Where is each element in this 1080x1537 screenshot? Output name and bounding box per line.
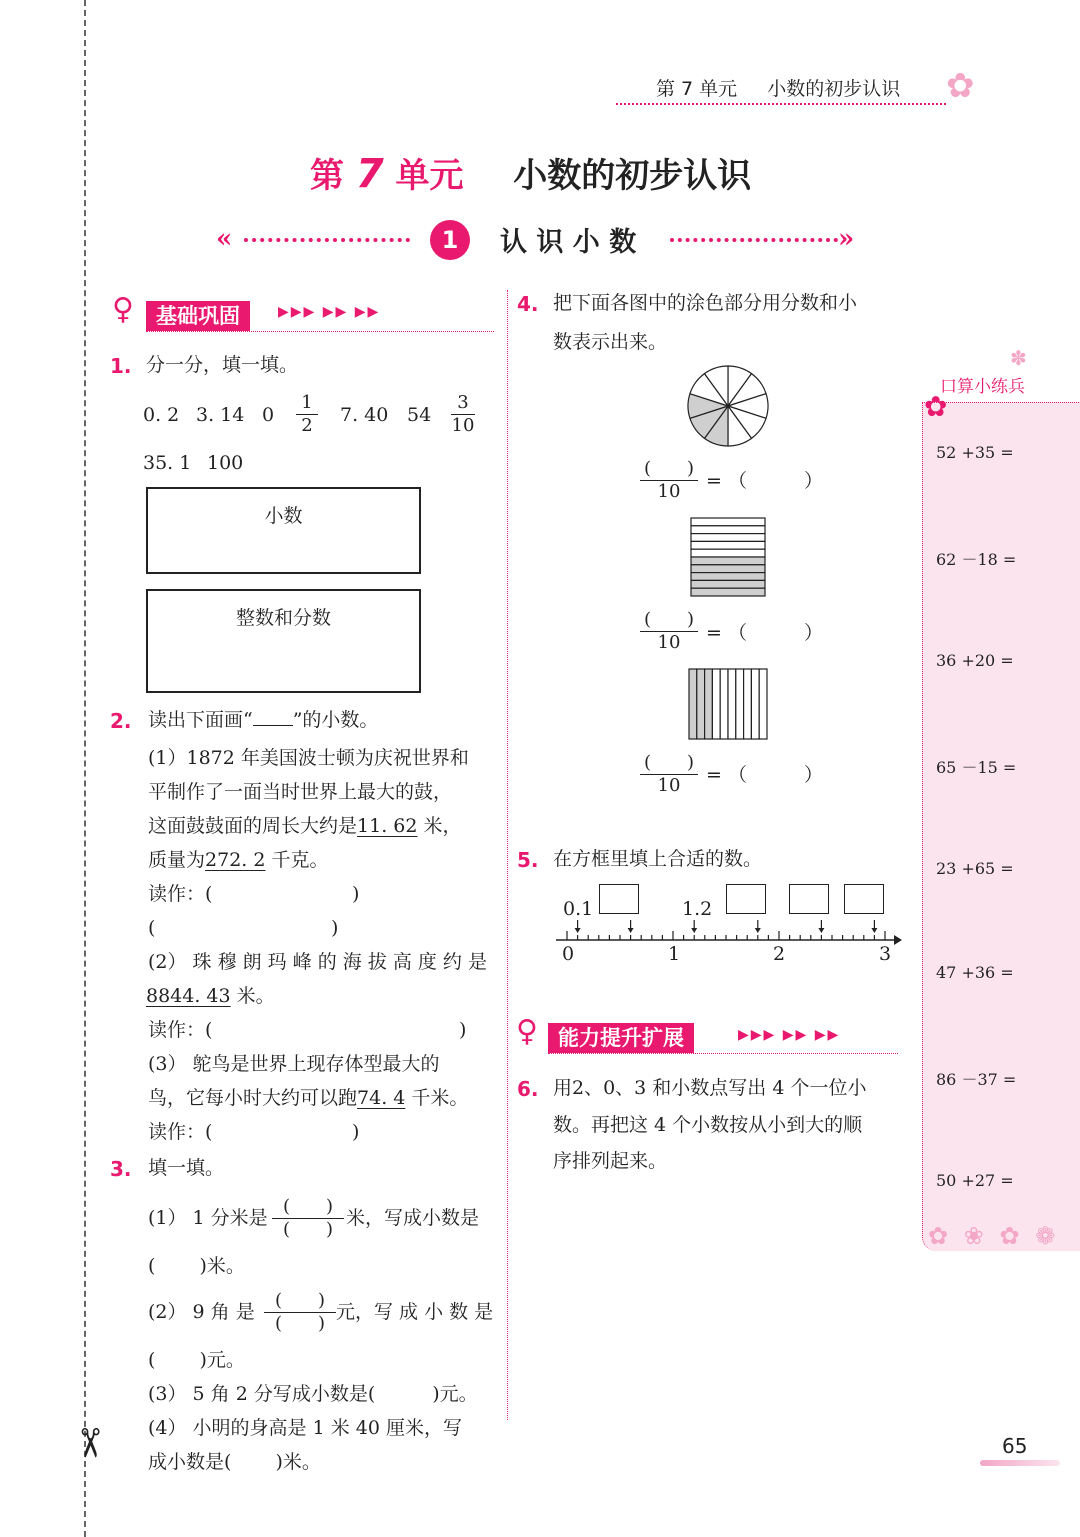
answer-blank-close[interactable]: ): [459, 1019, 467, 1041]
q2-text: 米。: [230, 985, 275, 1007]
underlined-decimal: 272. 2: [205, 849, 266, 871]
mental-math-item: 50 +27 =: [936, 1171, 1014, 1190]
stripe-row: [691, 565, 765, 573]
q2-p1-line4: [148, 843, 329, 877]
left-arrow-icon: «: [216, 224, 233, 254]
mental-math-item: 47 +36 =: [936, 963, 1014, 982]
q3-fraction-blank[interactable]: ( ) ( ): [264, 1290, 336, 1335]
title-prefix: 第: [310, 156, 344, 196]
section-basic-arrows: ▶▶▶ ▶▶ ▶▶: [278, 304, 381, 320]
underlined-decimal: 74. 4: [357, 1087, 406, 1109]
fraction-denominator: 10: [657, 481, 681, 502]
q2-p2-line2: [146, 979, 275, 1013]
stripe-column: [728, 669, 736, 739]
q2-read-label: 读作：(: [148, 883, 213, 905]
flower-icon: ✿: [946, 66, 975, 106]
q5-label: 0.1: [563, 898, 594, 920]
q2-text: 千克。: [265, 849, 329, 871]
answer-box[interactable]: [844, 884, 884, 914]
header-unit: 第 7 单元: [656, 78, 738, 100]
q1-item: 7. 40: [340, 404, 389, 426]
right-arrow-icon: »: [838, 224, 855, 254]
q5-label: 1.2: [682, 898, 713, 920]
q1-item: 54: [407, 404, 432, 426]
q1-item: 35. 1: [143, 452, 192, 474]
cut-line: [84, 0, 86, 1537]
q5-number: 5.: [517, 848, 539, 872]
fraction-numerator: 3: [457, 392, 469, 413]
lesson-number: 1: [430, 220, 470, 260]
q2-text: 这面鼓鼓面的周长大约是: [148, 815, 358, 837]
page-number-bar: [980, 1460, 1060, 1466]
q2-prompt-b: ”的小数。: [292, 709, 379, 731]
q3-s3: (3） 5 角 2 分写成小数是( )元。: [148, 1383, 478, 1405]
q2-text: 千米。: [405, 1087, 469, 1109]
q3-s1-b: 米，写成小数是: [346, 1207, 480, 1229]
stripe-row: [691, 518, 765, 526]
stripe-column: [736, 669, 744, 739]
mental-math-item: 23 +65 =: [936, 859, 1014, 878]
pointer-arrowhead: [575, 928, 581, 933]
section-advanced-line: [548, 1053, 898, 1054]
dragonfly-icon: ✽: [1010, 346, 1027, 370]
q2-p1-line3: [148, 809, 462, 843]
stripe-row: [691, 541, 765, 549]
fraction-denominator: 10: [451, 415, 475, 436]
answer-blank-close[interactable]: ): [352, 1121, 360, 1143]
q4-equals[interactable]: = （ ）: [706, 470, 823, 492]
q2-text: 鸟，它每小时大约可以跑: [148, 1087, 358, 1109]
q1-item: 100: [207, 452, 244, 474]
stripe-row: [691, 588, 765, 596]
q6-line1: 用2、0、3 和小数点写出 4 个一位小: [553, 1077, 867, 1099]
q6-line2: 数。再把这 4 个小数按从小到大的顺: [553, 1114, 863, 1136]
fraction-numerator: 1: [301, 392, 313, 413]
vertical-stripes-figure: [688, 668, 768, 740]
q1-fraction-half: [296, 392, 318, 437]
number-line-arrowhead: [894, 935, 902, 945]
stripe-column: [744, 669, 752, 739]
q2-read-label: 读作：(: [148, 1019, 213, 1041]
q2-p2-line1: (2） 珠 穆 朗 玛 峰 的 海 拔 高 度 约 是: [148, 951, 487, 973]
section-basic-line: [146, 331, 494, 332]
q3-s1-c: ( )米。: [148, 1255, 245, 1277]
stripe-row: [691, 534, 765, 542]
pointer-arrowhead: [691, 928, 697, 933]
q2-number: 2.: [110, 709, 132, 733]
number-line-tick-label: 0: [562, 943, 575, 965]
sidebar-panel: [922, 402, 1080, 1251]
pointer-arrowhead: [628, 928, 634, 933]
q1-item: 0: [262, 404, 275, 426]
stripe-row: [691, 580, 765, 588]
stripe-column: [751, 669, 759, 739]
title-unit-suffix: 单元: [395, 156, 464, 196]
lesson-dots-left: [244, 238, 410, 242]
page-number: 65: [1002, 1434, 1028, 1458]
pie-figure: [686, 364, 770, 448]
q4-number: 4.: [517, 292, 539, 316]
answer-box[interactable]: [789, 884, 829, 914]
q3-number: 3.: [110, 1157, 132, 1181]
decimal-box[interactable]: 小数: [146, 487, 421, 574]
q3-s2-b: 元，写 成 小 数 是: [336, 1301, 494, 1323]
number-line-tick-label: 3: [879, 943, 892, 965]
section-advanced-arrows: ▶▶▶ ▶▶ ▶▶: [738, 1027, 841, 1043]
q3-prompt: 填一填。: [148, 1157, 225, 1179]
q1-prompt: 分一分，填一填。: [146, 354, 299, 376]
stripe-row: [691, 549, 765, 557]
q2-p3-line1: (3） 鸵鸟是世界上现存体型最大的: [148, 1053, 440, 1075]
q4-equals[interactable]: = （ ）: [706, 622, 823, 644]
q6-line3: 序排列起来。: [553, 1150, 668, 1172]
q2-prompt-a: 读出下面画“: [148, 709, 253, 731]
pointer-arrowhead: [818, 928, 824, 933]
stripe-column: [712, 669, 720, 739]
pointer-arrowhead: [871, 928, 877, 933]
q4-fraction-blank[interactable]: ( ) 10: [640, 609, 698, 654]
mental-math-item: 36 +20 =: [936, 651, 1014, 670]
section-advanced: 能力提升扩展: [548, 1023, 694, 1053]
page-title: [310, 148, 751, 197]
flower-icon: ✿: [924, 390, 948, 423]
header-unit-name: 小数的初步认识: [767, 78, 901, 100]
mental-math-item: 52 +35 =: [936, 443, 1014, 462]
q3-fraction-blank[interactable]: ( ) ( ): [272, 1196, 344, 1241]
q1-item: 0. 2: [143, 404, 180, 426]
stripe-column: [759, 669, 767, 739]
integer-fraction-box[interactable]: 整数和分数: [146, 589, 421, 693]
q2-read-label: 读作：(: [148, 1121, 213, 1143]
underlined-decimal: 8844. 43: [146, 985, 231, 1007]
stripe-column: [705, 669, 713, 739]
horizontal-stripes-figure: [690, 517, 766, 597]
number-line-tick-label: 1: [668, 943, 681, 965]
snail-flower-decoration-icon: ✿ ❀ ✿ ❁: [928, 1222, 1060, 1250]
answer-box[interactable]: [599, 884, 639, 914]
q3-s1-a: (1） 1 分米是: [148, 1207, 268, 1229]
stripe-column: [689, 669, 697, 739]
stripe-row: [691, 573, 765, 581]
answer-blank-close[interactable]: ): [352, 883, 360, 905]
header-dotted-line: [616, 103, 946, 105]
answer-blank-open[interactable]: (: [148, 917, 156, 939]
running-header: [656, 74, 900, 101]
scissors-icon: ✂: [65, 1426, 112, 1460]
q2-text: 质量为: [148, 849, 206, 871]
q2-p3-line2: [148, 1081, 468, 1115]
q6-number: 6.: [517, 1077, 539, 1101]
q1-item: 3. 14: [196, 404, 245, 426]
number-line: [554, 916, 904, 950]
sidebar-title: 口算小练兵: [940, 377, 1025, 397]
lesson-title: 认 识 小 数: [500, 227, 637, 258]
q2-p1-line1: (1）1872 年美国波士顿为庆祝世界和: [148, 747, 469, 769]
lesson-dots-right: [670, 238, 838, 242]
q4-fraction-blank[interactable]: ( ) 10: [640, 752, 698, 797]
q5-prompt: 在方框里填上合适的数。: [553, 848, 763, 870]
pointer-arrowhead: [755, 928, 761, 933]
girl-icon: ♀: [112, 292, 134, 327]
section-basic: 基础巩固: [146, 301, 250, 331]
q4-prompt-l1: 把下面各图中的涂色部分用分数和小: [553, 292, 858, 314]
stripe-row: [691, 526, 765, 534]
q3-s2-a: (2） 9 角 是: [148, 1301, 255, 1323]
column-divider: [507, 290, 508, 1420]
q2-text: 米，: [417, 815, 462, 837]
mental-math-item: 62 －18 =: [936, 550, 1017, 569]
stripe-row: [691, 557, 765, 565]
stripe-column: [720, 669, 728, 739]
q4-equals[interactable]: = （ ）: [706, 764, 823, 786]
girl-icon: ♀: [516, 1014, 538, 1049]
fraction-denominator: 2: [301, 415, 313, 436]
fraction-denominator: 10: [657, 632, 681, 653]
stripe-column: [697, 669, 705, 739]
underlined-decimal: 11. 62: [357, 815, 418, 837]
q1-fraction-tenth: [451, 392, 475, 437]
q2-prompt: [148, 703, 378, 737]
q1-number: 1.: [110, 354, 132, 378]
q3-s2-c: ( )元。: [148, 1349, 245, 1371]
q3-s4-a: (4） 小明的身高是 1 米 40 厘米，写: [148, 1417, 462, 1439]
q4-fraction-blank[interactable]: ( ) 10: [640, 458, 698, 503]
title-unit-num: 7: [355, 151, 384, 197]
fraction-denominator: 10: [657, 775, 681, 796]
mental-math-item: 86 －37 =: [936, 1070, 1017, 1089]
q3-s4-b: 成小数是( )米。: [148, 1451, 321, 1473]
q2-p1-line2: 平制作了一面当时世界上最大的鼓，: [148, 781, 453, 803]
title-main: 小数的初步认识: [513, 156, 752, 196]
q4-prompt-l2: 数表示出来。: [553, 331, 668, 353]
answer-box[interactable]: [726, 884, 766, 914]
answer-blank-close[interactable]: ): [331, 917, 339, 939]
mental-math-item: 65 －15 =: [936, 758, 1017, 777]
number-line-tick-label: 2: [773, 943, 786, 965]
